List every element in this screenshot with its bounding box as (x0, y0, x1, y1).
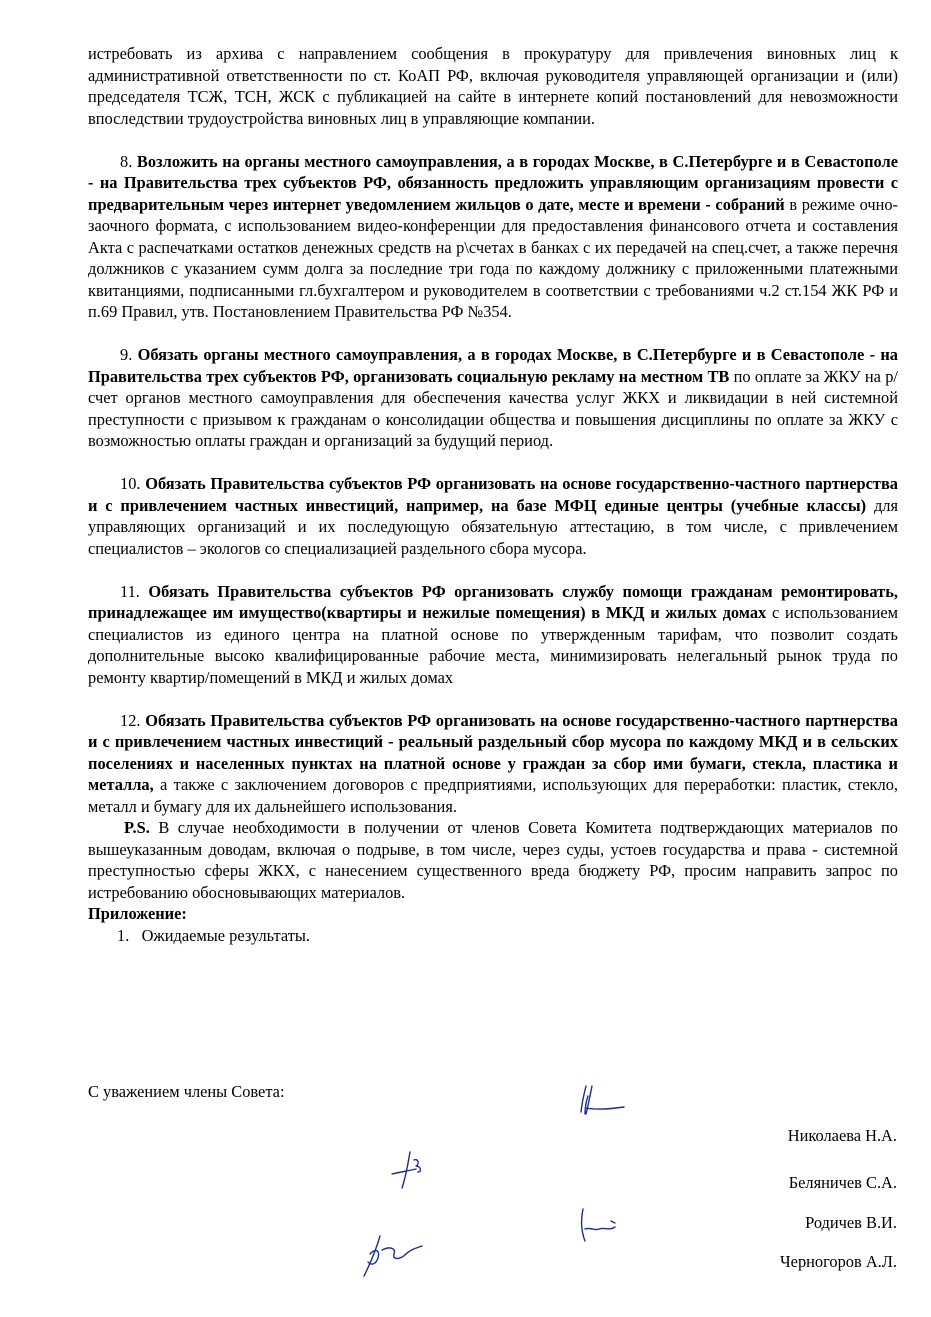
item-bold-text: Обязать Правительства субъектов РФ организовать на основе государственно-частного партнерства и с привлечением частных инвестиций, например, на базе МФЦ единые центры (учебные классы) (88, 474, 898, 515)
ps-paragraph (88, 817, 898, 903)
item-10 (88, 473, 898, 559)
signature-image (575, 1205, 630, 1247)
ps-label: P.S. (124, 818, 150, 837)
closing-line: С уважением члены Совета: (88, 1082, 285, 1101)
item-12 (88, 710, 898, 818)
signatory-name: Беляничев С.А. (788, 1173, 897, 1192)
signature-image (360, 1232, 430, 1280)
document-body (88, 43, 898, 946)
signatory-name: Черногоров А.Л. (780, 1252, 897, 1271)
item-number: 9. (120, 345, 133, 364)
signature-image (388, 1150, 433, 1192)
item-text: по оплате за ЖКУ на р/счет органов местного самоуправления для обеспечения качества услуг ЖКХ и ликвидации в ней системной преступности с призывом к гражданам о консолидации общества и повышения дисциплины по оплате за ЖКУ с возможностью оплаты граждан и организаций за будущий период. (88, 366, 898, 450)
ps-text: В случае необходимости в получении от членов Совета Комитета подтверждающих материалов по вышеуказанным доводам, включая о подрыве, в том числе, через суды, устоев государства и права - системной преступностью сферы ЖКХ, с нанесением существенного вреда бюджету РФ, просим направить запрос по истребованию обосновывающих материалов. (88, 818, 898, 902)
item-bold-text: Обязать органы местного самоуправления, а в городах Москве, в С.Петербурге и в Севастополе - на Правительства трех субъектов РФ, организовать социальную рекламу на местном ТВ (88, 345, 898, 386)
item-bold-text: Обязать Правительства субъектов РФ организовать на основе государственно-частного партнерства и с привлечением частных инвестиций - реальный раздельный сбор мусора по каждому МКД и в сельских поселениях и населенных пунктах на платной основе у граждан за сбор ими бумаги, стекла, пластика и металла, (88, 710, 898, 794)
item-text: с использованием специалистов из единого центра на платной основе по утвержденным тарифам, что позволит создать дополнительные высоко квалифицированные рабочие места, минимизировать нелегальный рынок труда по ремонту квартир/помещений в МКД и жилых домах (88, 603, 898, 687)
item-11 (88, 581, 898, 689)
attachment-heading: Приложение: (88, 904, 187, 923)
item-number: 12. (120, 710, 141, 730)
signatory-name: Родичев В.И. (805, 1213, 897, 1232)
item-text: а также с заключением договоров с предприятиями, использующих для переработки: пластик, стекло, металл и бумагу для их дальнейшего использования. (88, 775, 898, 816)
item-8 (88, 151, 898, 323)
item-bold-text: Возложить на органы местного самоуправления, а в городах Москве, в С.Петербурге и в Севастополе - на Правительства трех субъектов РФ, обязанность предложить управляющим организациям провести с предварительным через интернет уведомлением жильцов о дате, месте и времени - собраний (88, 151, 898, 214)
item-number: 10. (120, 474, 141, 493)
item-number: 11. (120, 581, 140, 601)
intro-paragraph: истребовать из архива с направлением сообщения в прокуратуру для привлечения виновных лиц к административной ответственности по ст. КоАП РФ, включая руководителя управляющей организации и (или) председателя ТСЖ, ТСН, ЖСК с публикацией на сайте в интернете копий постановлений для невозможности впоследствии трудоустройства виновных лиц в управляющие компании. (88, 44, 898, 128)
item-text: для управляющих организаций и их последующую обязательную аттестацию, в том числе, с привлечением специалистов – экологов со специализацией раздельного сбора мусора. (88, 495, 899, 558)
item-number: 8. (120, 151, 133, 171)
item-9 (88, 344, 898, 452)
signature-image (578, 1082, 628, 1117)
signatory-name: Николаева Н.А. (787, 1126, 897, 1145)
attachment-item: 1. Ожидаемые результаты. (117, 925, 310, 945)
item-text: в режиме очно-заочного формата, с использованием видео-конференции для предоставления финансового отчета и составления Акта с распечатками остатков денежных средств на р\счетах в банках с их передачей на спец.счет, а также перечня должников с указанием сумм долга за последние три года по каждому должнику с приложенными платежными квитанциями, подписанными гл.бухгалтером и руководителем в соответствии с требованиями ч.2 ст.154 ЖК РФ и п.69 Правил, утв. Постановлением Правительства РФ №354. (88, 194, 899, 321)
item-bold-text: Обязать Правительства субъектов РФ организовать службу помощи гражданам ремонтировать, принадлежащее им имущество(квартиры и нежилые помещения) в МКД и жилых домах (88, 581, 898, 622)
